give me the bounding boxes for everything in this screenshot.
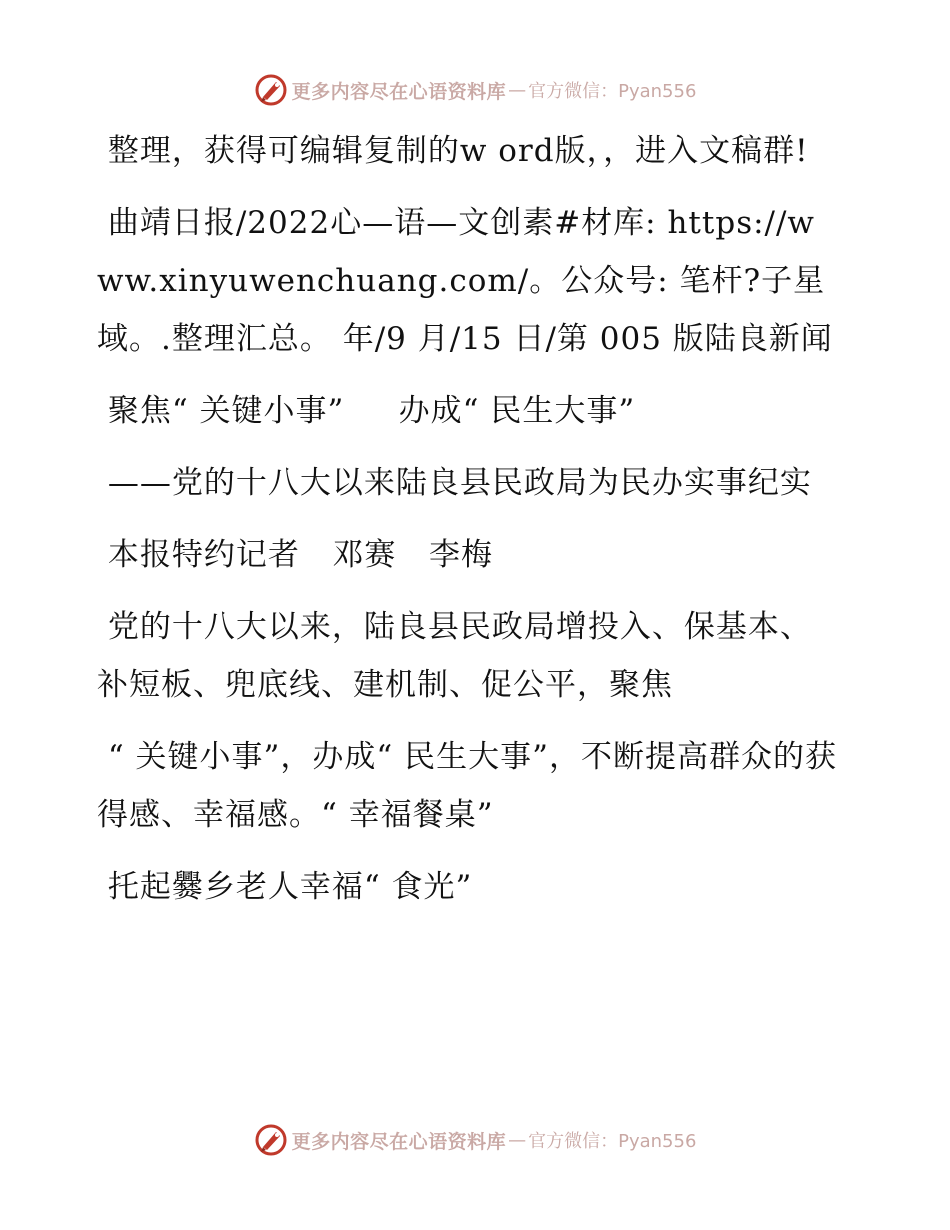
banner-contact-text: 官方微信：Pyan556 <box>528 1131 697 1152</box>
paragraph-intro: 整理，获得可编辑复制的w ord版，，进入文稿群! <box>97 133 809 169</box>
document-body <box>97 122 837 930</box>
banner-separator: — <box>508 1129 527 1151</box>
pen-nib-seal-icon <box>254 73 288 107</box>
header-banner <box>0 70 950 110</box>
article-headline: 聚焦“ 关键小事” 办成“ 民生大事” <box>97 393 636 429</box>
banner-brand-text: 更多内容尽在心语资料库 <box>291 1130 507 1153</box>
footer-banner <box>0 1120 950 1160</box>
article-byline: 本报特约记者 邓赛 李梅 <box>97 537 493 573</box>
article-subheadline: ——党的十八大以来陆良县民政局为民办实事纪实 <box>97 465 812 501</box>
paragraph-body-1: 党的十八大以来，陆良县民政局增投入、保基本、补短板、兜底线、建机制、促公平，聚焦 <box>97 609 812 703</box>
paragraph-source: 曲靖日报/2022心—语—文创素#材库: https://www.xinyuwenchuang.com/。公众号: 笔杆?子星域。.整理汇总。 年/9 月/15 日/第 005 版陆良新闻 <box>97 205 833 357</box>
section-heading: 托起爨乡老人幸福“ 食光” <box>97 869 473 905</box>
banner-contact-text: 官方微信：Pyan556 <box>528 81 697 102</box>
paragraph-body-2: “ 关键小事”，办成“ 民生大事”，不断提高群众的获得感、幸福感。“ 幸福餐桌” <box>97 739 837 833</box>
pen-nib-seal-icon <box>254 1123 288 1157</box>
banner-brand-text: 更多内容尽在心语资料库 <box>291 80 507 103</box>
banner-separator: — <box>508 79 527 101</box>
